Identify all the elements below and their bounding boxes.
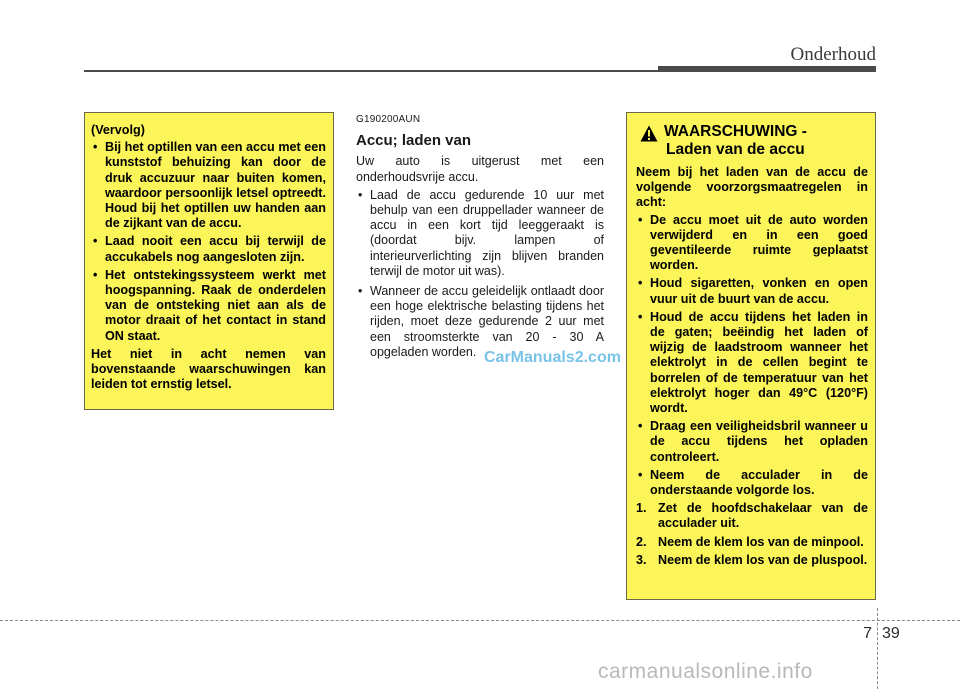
warning-box [626, 112, 876, 600]
list-item: • Laad de accu gedurende 10 uur met behulp van een druppellader wanneer de accu in een kort tijd leeggeraakt is (doordat bijv. lampen of interieurverlichting zijn blijven branden terwijl de motor uit was). [356, 188, 604, 279]
list-item: • Bij het optillen van een accu met een kunststof behuizing kan door de druk accuzuur naar buiten komen, waardoor persoonlijk letsel optreedt. Houd bij het optillen uw handen aan de zijkant van de accu. [91, 140, 326, 231]
continued-label: (Vervolg) [91, 123, 145, 137]
warning-title [664, 123, 807, 159]
list-item: • Het ontstekingssysteem werkt met hoogspanning. Raak de onderdelen van de ontsteking niet aan als de motor draait of het contact in stand ON staat. [91, 268, 326, 344]
warning-triangle-icon [640, 125, 658, 142]
section-heading: Accu; laden van [356, 132, 472, 150]
list-item: • Wanneer de accu geleidelijk ontlaadt door een hoge elektrische belasting tijdens het rijden, moet deze gedurende 2 uur met een stroomsterkte van 20 - 30 A opgeladen worden. [356, 284, 604, 360]
warning-header [636, 123, 868, 159]
section-code: G190200AUN [356, 114, 421, 125]
page-header-title: Onderhoud [790, 44, 876, 65]
step-item: 3. Neem de klem los van de pluspool. [636, 552, 868, 567]
caution-box-continued [84, 112, 334, 410]
charging-list [356, 188, 604, 360]
watermark-carmanualsonline[interactable]: carmanualsonline.info [598, 660, 813, 683]
watermark-carmanuals2[interactable]: CarManuals2.com [484, 349, 621, 366]
list-item: • Neem de acculader in de onderstaande volgorde los. [636, 468, 868, 498]
warning-list [636, 213, 868, 499]
footer-rule [0, 620, 960, 621]
caution-list [91, 140, 326, 344]
chapter-number: 7 [863, 625, 872, 642]
caution-closing: Het niet in acht nemen van bovenstaande waarschuwingen kan leiden tot ernstig letsel. [91, 346, 326, 392]
list-item: • Draag een veiligheidsbril wanneer u de accu tijdens het opladen controleert. [636, 419, 868, 465]
warning-intro: Neem bij het laden van de accu de volgende voorzorgsmaatregelen in acht: [636, 165, 868, 210]
battery-charging-section [356, 112, 604, 365]
section-intro: Uw auto is uitgerust met een onderhoudsvrije accu. [356, 154, 604, 184]
list-item: • De accu moet uit de auto worden verwijderd en in een goed geventileerde ruimte geplaatst worden. [636, 213, 868, 274]
footer-divider [877, 608, 878, 689]
warning-title-line2: Laden van de accu [666, 141, 805, 158]
header-rule-accent [658, 66, 876, 72]
page-number: 39 [882, 625, 900, 642]
disconnect-steps [636, 501, 868, 568]
warning-title-line1: WAARSCHUWING - [664, 123, 807, 140]
list-item: • Houd de accu tijdens het laden in de gaten; beëindig het laden of wijzig de laadstroom wanneer het elektrolyt in de cellen begint te borrelen of de temperatuur van het elektrolyt hoger dan 49°C (120°F) wordt. [636, 310, 868, 416]
step-item: 1. Zet de hoofdschakelaar van de acculader uit. [636, 501, 868, 531]
step-item: 2. Neem de klem los van de minpool. [636, 534, 864, 549]
list-item: • Laad nooit een accu bij terwijl de accukabels nog aangesloten zijn. [91, 234, 326, 264]
list-item: • Houd sigaretten, vonken en open vuur uit de buurt van de accu. [636, 276, 868, 306]
